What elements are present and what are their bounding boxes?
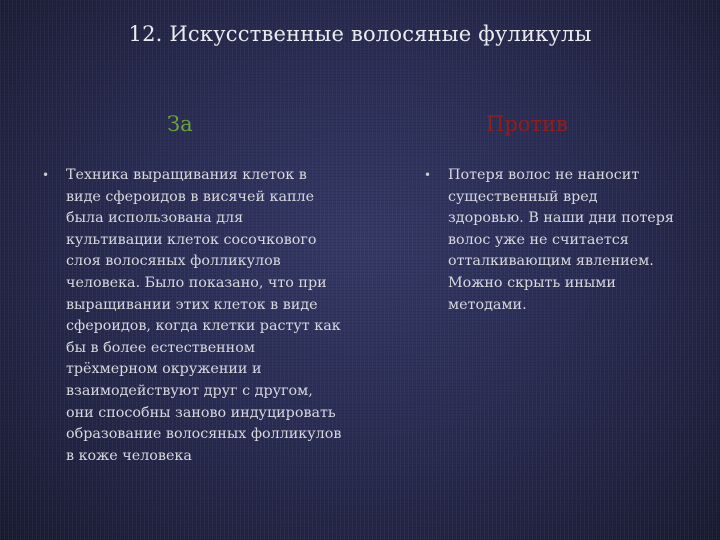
con-column-heading: Против xyxy=(486,112,568,136)
con-column xyxy=(424,165,674,316)
con-list-item xyxy=(424,165,674,316)
pro-column-heading: За xyxy=(167,112,193,136)
pro-column xyxy=(42,165,342,467)
pro-list-item xyxy=(42,165,342,467)
slide-title: 12. Искусственные волосяные фуликулы xyxy=(128,22,592,46)
pro-text: Техника выращивания клеток в виде сфероидов в висячей капле была использована для культивации клеток сосочкового слоя волосяных фолликулов человека. Было показано, что при выращивании этих клеток в виде сфероидов, когда клетки растут как бы в более естественном трёхмерном окружении и взаимодействуют друг с другом, они способны заново индуцировать образование волосяных фолликулов в коже человека xyxy=(66,167,342,464)
con-text: Потеря волос не наносит существенный вред здоровью. В наши дни потеря волос уже не считается отталкивающим явлением. Можно скрыть иными методами. xyxy=(448,167,674,313)
bullet-icon: • xyxy=(424,168,432,182)
bullet-icon: • xyxy=(42,168,50,182)
